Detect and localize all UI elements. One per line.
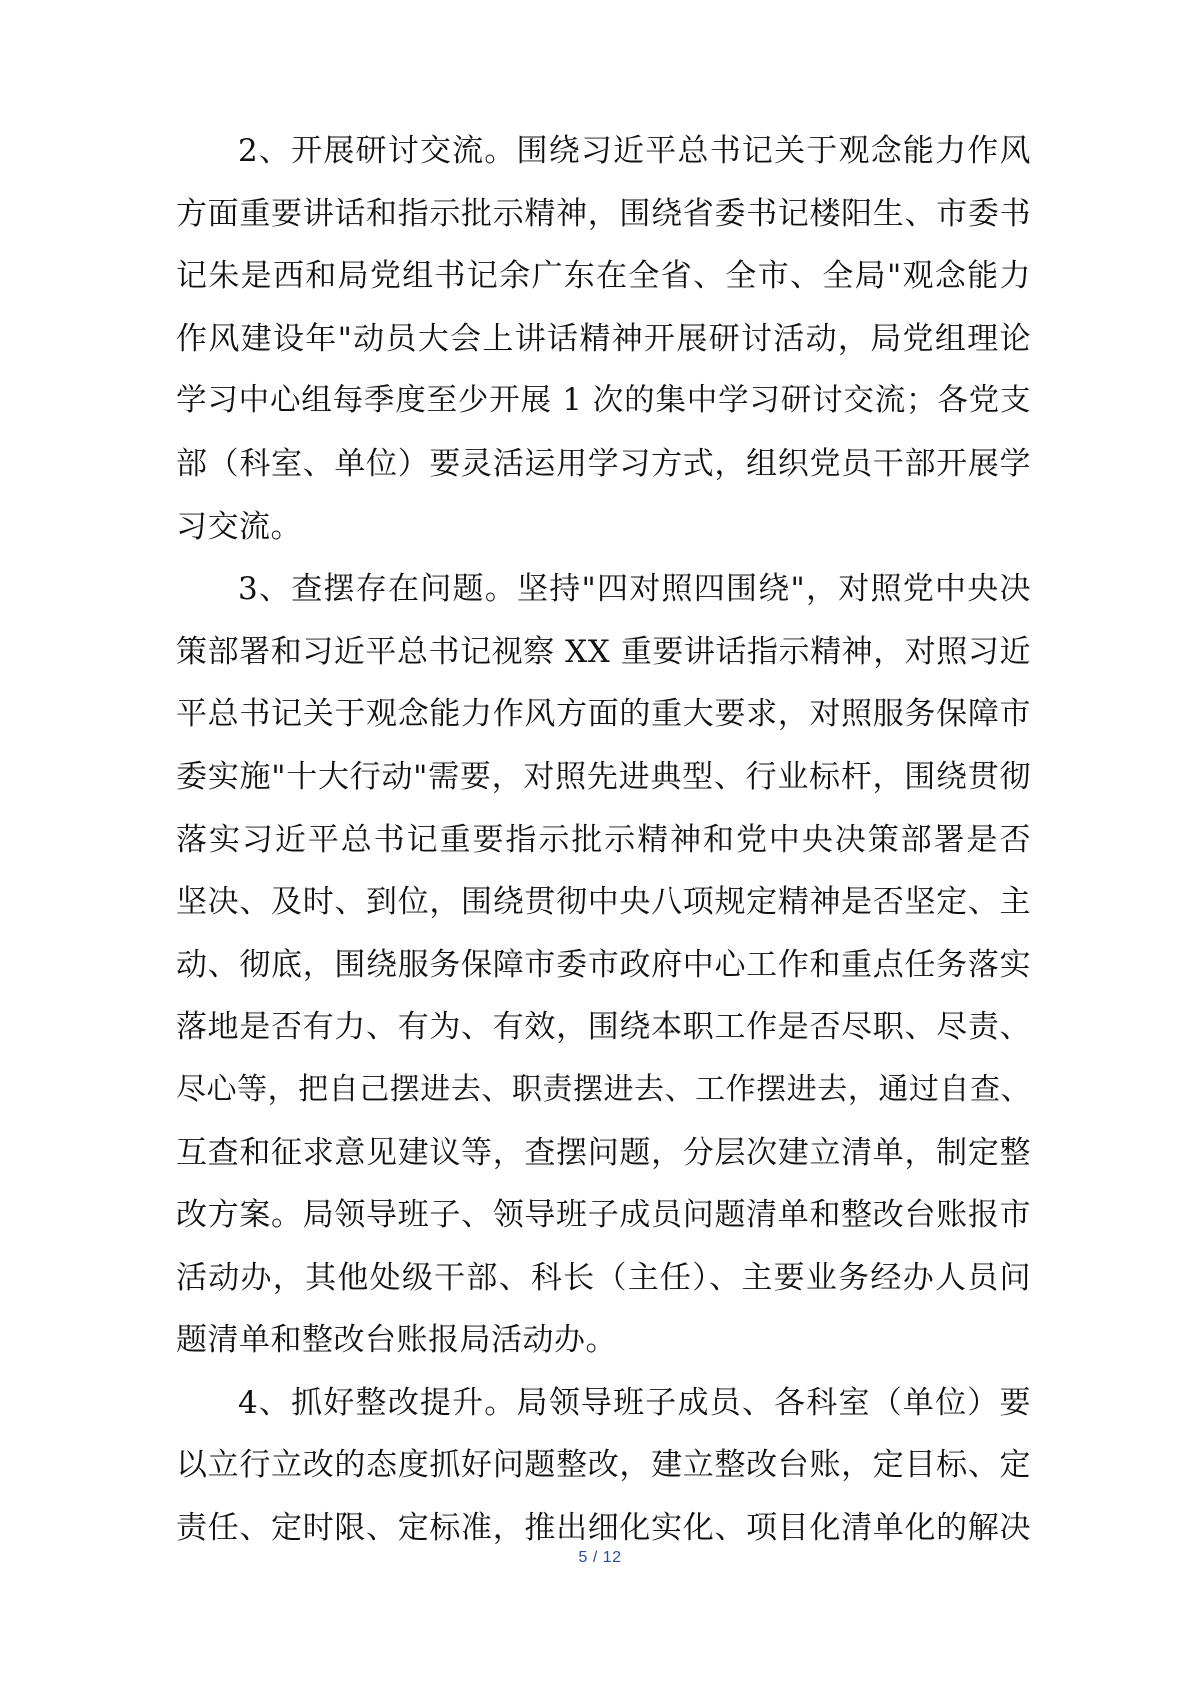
text-line: 尽心等，把自己摆进去、职责摆进去、工作摆进去，通过自查、 [176,1071,1031,1107]
text-line: 方面重要讲话和指示批示精神，围绕省委书记楼阳生、市委书 [176,195,1031,232]
text-line: 部（科室、单位）要灵活运用学习方式，组织党员干部开展学 [176,445,1031,482]
text-line: 改方案。局领导班子、领导班子成员问题清单和整改台账报市 [176,1197,1031,1234]
text-line: 4、抓好整改提升。局领导班子成员、各科室（单位）要 [238,1384,1031,1421]
text-line: 2、开展研讨交流。围绕习近平总书记关于观念能力作风 [238,133,1031,169]
text-line: 题清单和整改台账报局活动办。 [176,1322,617,1359]
text-line: 策部署和习近平总书记视察 XX 重要讲话指示精神，对照习近 [176,633,1031,670]
text-line: 落地是否有力、有为、有效，围绕本职工作是否尽职、尽责、 [176,1009,1031,1046]
text-line: 委实施"十大行动"需要，对照先进典型、行业标杆，围绕贯彻 [176,758,1031,795]
text-line: 作风建设年"动员大会上讲话精神开展研讨活动，局党组理论 [176,320,1031,357]
text-line: 互查和征求意见建议等，查摆问题，分层次建立清单，制定整 [176,1134,1031,1171]
text-line: 平总书记关于观念能力作风方面的重大要求，对照服务保障市 [176,696,1031,733]
text-line: 3、查摆存在问题。坚持"四对照四围绕"，对照党中央决 [238,571,1031,608]
text-line: 坚决、及时、到位，围绕贯彻中央八项规定精神是否坚定、主 [176,884,1031,921]
text-line: 习交流。 [176,508,302,545]
page-number: 5 / 12 [578,1549,622,1566]
text-line: 落实习近平总书记重要指示批示精神和党中央决策部署是否 [176,821,1031,858]
text-line: 活动办，其他处级干部、科长（主任）、主要业务经办人员问 [176,1259,1031,1296]
text-line: 学习中心组每季度至少开展 1 次的集中学习研讨交流；各党支 [176,383,1031,419]
text-line: 动、彻底，围绕服务保障市委市政府中心工作和重点任务落实 [176,946,1031,983]
text-line: 以立行立改的态度抓好问题整改，建立整改台账，定目标、定 [176,1447,1031,1484]
text-line: 记朱是西和局党组书记余广东在全省、全市、全局"观念能力 [176,258,1031,295]
document-body [176,120,1031,1560]
text-line: 责任、定时限、定标准，推出细化实化、项目化清单化的解决 [176,1510,1031,1547]
